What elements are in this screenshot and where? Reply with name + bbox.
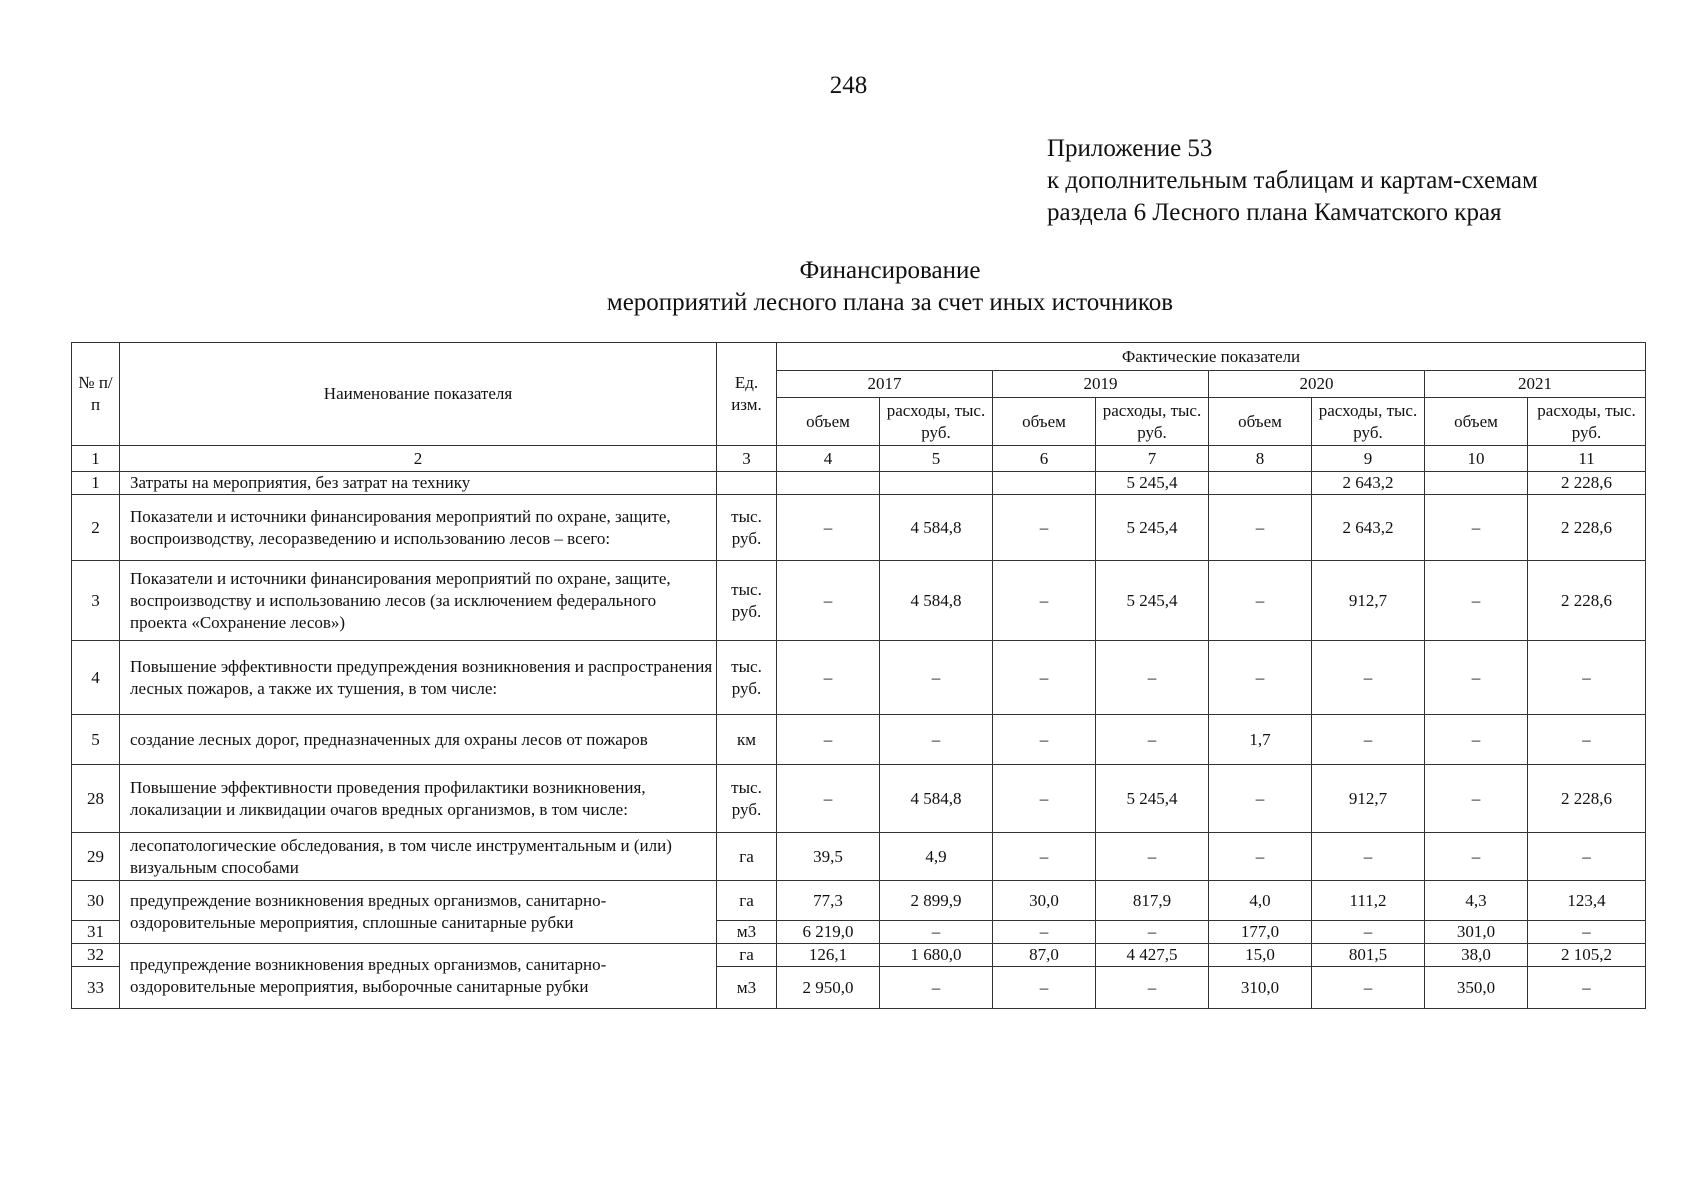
row-unit: га [717,881,777,921]
header-volume: объем [1425,398,1528,446]
column-number: 8 [1209,446,1312,472]
row-value: – [1209,561,1312,641]
row-value: 4 427,5 [1096,944,1209,967]
row-name: Показатели и источники финансирования мероприятий по охране, защите, воспроизводству, лесоразведению и использованию лесов – всего: [120,495,717,561]
header-volume: объем [777,398,880,446]
row-value: – [1425,715,1528,765]
column-number: 3 [717,446,777,472]
row-unit: тыс. руб. [717,561,777,641]
row-value [880,472,993,495]
row-value: 2 105,2 [1528,944,1646,967]
row-value: 4,9 [880,833,993,881]
row-value: 817,9 [1096,881,1209,921]
row-value: – [1209,765,1312,833]
row-value: – [1209,495,1312,561]
row-value: 1 680,0 [880,944,993,967]
row-num: 4 [72,641,120,715]
header-year: 2017 [777,371,993,398]
row-value: – [993,495,1096,561]
row-value: 15,0 [1209,944,1312,967]
row-num: 31 [72,921,120,944]
row-unit: га [717,944,777,967]
row-unit: км [717,715,777,765]
row-value: 1,7 [1209,715,1312,765]
appendix-line-3: раздела 6 Лесного плана Камчатского края [1047,199,1502,226]
row-name: Повышение эффективности проведения профилактики возникновения, локализации и ликвидации очагов вредных организмов, в том числе: [120,765,717,833]
header-year: 2021 [1425,371,1646,398]
row-value: 126,1 [777,944,880,967]
header-group: Фактические показатели [777,343,1646,371]
row-value: – [1209,641,1312,715]
row-value: 5 245,4 [1096,765,1209,833]
row-value: 2 950,0 [777,967,880,1009]
table-row [72,472,1646,495]
row-name: создание лесных дорог, предназначенных для охраны лесов от пожаров [120,715,717,765]
appendix-reference [1047,133,1538,229]
header-expenses: расходы, тыс. руб. [1096,398,1209,446]
row-value: 2 228,6 [1528,472,1646,495]
row-value [993,472,1096,495]
header-expenses: расходы, тыс. руб. [1528,398,1646,446]
row-value: 111,2 [1312,881,1425,921]
page-number: 248 [829,72,868,99]
header-unit: Ед. изм. [717,343,777,446]
header-num: № п/п [72,343,120,446]
row-value: – [1425,833,1528,881]
row-name: Повышение эффективности предупреждения возникновения и распространения лесных пожаров, а также их тушения, в том числе: [120,641,717,715]
appendix-line-1: Приложение 53 [1047,135,1213,162]
document-title [60,255,1697,319]
table-row [72,715,1646,765]
row-value: 5 245,4 [1096,495,1209,561]
row-value: 123,4 [1528,881,1646,921]
row-value: 4 584,8 [880,765,993,833]
row-value: – [1528,833,1646,881]
row-value: 310,0 [1209,967,1312,1009]
row-value: 2 228,6 [1528,495,1646,561]
row-value: 4 584,8 [880,495,993,561]
row-value: 5 245,4 [1096,561,1209,641]
row-value: – [1528,715,1646,765]
column-number: 5 [880,446,993,472]
column-number: 9 [1312,446,1425,472]
row-value: – [993,641,1096,715]
row-num: 29 [72,833,120,881]
title-line-2: мероприятий лесного плана за счет иных источников [606,289,1174,316]
header-expenses: расходы, тыс. руб. [880,398,993,446]
column-number: 10 [1425,446,1528,472]
row-value: – [1528,921,1646,944]
row-value: 4,3 [1425,881,1528,921]
row-name: предупреждение возникновения вредных организмов, санитарно-оздоровительные мероприятия, выборочные санитарные рубки [120,944,717,1009]
row-value: – [777,715,880,765]
column-number: 7 [1096,446,1209,472]
header-year: 2019 [993,371,1209,398]
header-volume: объем [1209,398,1312,446]
row-value [1425,472,1528,495]
row-value: – [880,715,993,765]
row-value: 301,0 [1425,921,1528,944]
row-num: 1 [72,472,120,495]
row-value: 2 899,9 [880,881,993,921]
row-num: 33 [72,967,120,1009]
row-value: – [880,641,993,715]
row-value: 39,5 [777,833,880,881]
row-value: 177,0 [1209,921,1312,944]
row-unit: тыс. руб. [717,765,777,833]
row-value [1209,472,1312,495]
row-value: – [1425,765,1528,833]
column-number: 2 [120,446,717,472]
column-number: 11 [1528,446,1646,472]
row-value: – [1209,833,1312,881]
row-value: – [1312,715,1425,765]
row-value: – [993,715,1096,765]
row-value: 2 643,2 [1312,472,1425,495]
header-expenses: расходы, тыс. руб. [1312,398,1425,446]
row-value: 801,5 [1312,944,1425,967]
row-num: 2 [72,495,120,561]
column-number: 6 [993,446,1096,472]
row-num: 5 [72,715,120,765]
row-value: – [1096,715,1209,765]
row-value: – [993,765,1096,833]
header-name: Наименование показателя [120,343,717,446]
table-row [72,944,1646,967]
row-value: 5 245,4 [1096,472,1209,495]
row-value: – [777,495,880,561]
row-value: 912,7 [1312,765,1425,833]
row-value: 6 219,0 [777,921,880,944]
row-value: – [993,967,1096,1009]
row-value: – [1312,967,1425,1009]
header-volume: объем [993,398,1096,446]
row-value: – [1096,641,1209,715]
row-value: 2 228,6 [1528,765,1646,833]
row-value: 4,0 [1209,881,1312,921]
column-number: 1 [72,446,120,472]
row-value: – [993,921,1096,944]
row-unit: м3 [717,921,777,944]
row-value: – [993,833,1096,881]
row-unit [717,472,777,495]
row-value: 912,7 [1312,561,1425,641]
row-value: – [880,967,993,1009]
row-value: – [777,765,880,833]
table-row [72,765,1646,833]
row-num: 32 [72,944,120,967]
row-unit: тыс. руб. [717,495,777,561]
row-num: 30 [72,881,120,921]
row-value: – [993,561,1096,641]
row-value: – [1312,833,1425,881]
row-unit: тыс. руб. [717,641,777,715]
row-value: – [1312,641,1425,715]
row-num: 28 [72,765,120,833]
table-row [72,833,1646,881]
row-value: – [880,921,993,944]
header-year: 2020 [1209,371,1425,398]
row-value: – [1528,641,1646,715]
row-name: Показатели и источники финансирования мероприятий по охране, защите, воспроизводству и использованию лесов (за исключением федерального проекта «Сохранение лесов») [120,561,717,641]
table-row [72,495,1646,561]
row-value: – [1096,833,1209,881]
appendix-line-2: к дополнительным таблицам и картам-схемам [1047,167,1538,194]
row-value: – [1425,495,1528,561]
financing-table [71,342,1646,1009]
table-row [72,641,1646,715]
column-number: 4 [777,446,880,472]
row-value: – [1528,967,1646,1009]
row-name: лесопатологические обследования, в том числе инструментальным и (или) визуальным способами [120,833,717,881]
row-value: – [777,561,880,641]
table-row [72,881,1646,921]
row-value: – [1425,561,1528,641]
row-value: 350,0 [1425,967,1528,1009]
title-line-1: Финансирование [799,257,981,284]
table-row [72,561,1646,641]
row-value: 4 584,8 [880,561,993,641]
row-unit: м3 [717,967,777,1009]
row-value: – [1312,921,1425,944]
row-name: предупреждение возникновения вредных организмов, санитарно-оздоровительные мероприятия, сплошные санитарные рубки [120,881,717,944]
row-value: 2 228,6 [1528,561,1646,641]
row-value: 38,0 [1425,944,1528,967]
row-value: – [1425,641,1528,715]
row-value [777,472,880,495]
row-value: 2 643,2 [1312,495,1425,561]
row-unit: га [717,833,777,881]
row-value: – [1096,921,1209,944]
row-value: 77,3 [777,881,880,921]
row-value: 87,0 [993,944,1096,967]
row-value: 30,0 [993,881,1096,921]
row-num: 3 [72,561,120,641]
row-value: – [1096,967,1209,1009]
row-value: – [777,641,880,715]
row-name: Затраты на мероприятия, без затрат на технику [120,472,717,495]
